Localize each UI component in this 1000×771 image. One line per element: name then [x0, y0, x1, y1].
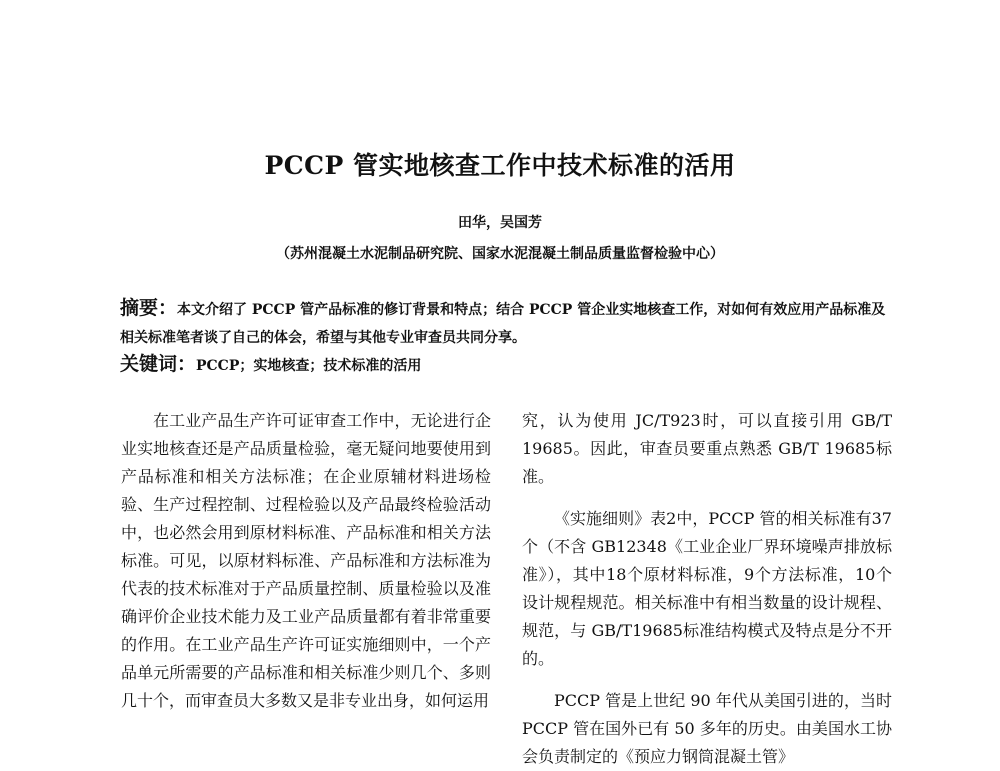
body-paragraph: 究，认为使用 JC/T923时，可以直接引用 GB/T 19685。因此，审查员要重点熟悉 GB/T 19685标准。	[522, 411, 892, 486]
body-paragraph: 在工业产品生产许可证审查工作中，无论进行企业实地核查还是产品质量检验，毫无疑问地要使用到产品标准和相关方法标准；在企业原辅材料进场检验、生产过程控制、过程检验以及产品最终检验活动中，也必然会用到原材料标准、产品标准和相关方法标准。可见，以原材料标准、产品标准和方法标准为代表的技术标准对于产品质量控制、质量检验以及准确评价企业技术能力及工业产品质量都有着非常重要的作用。在工业产品生产许可证实施细则中，一个产品单元所需要的产品标准和相关标准少则几个、多则几十个，而审查员大多数又是非专业出身，如何运用	[121, 411, 491, 710]
abstract-label: 摘要：	[120, 297, 178, 319]
body-left-column	[121, 407, 491, 715]
keywords	[120, 350, 890, 380]
body-paragraph: 《实施细则》表2中，PCCP 管的相关标准有37个（不含 GB12348《工业企业厂界环境噪声排放标准》），其中18个原材料标准，9个方法标准，10个设计规程规范。相关标准中有相当数量的设计规程、规范，与 GB/T19685标准结构模式及特点是分不开的。	[522, 509, 892, 668]
authors: 田华，吴国芳	[458, 215, 542, 231]
abstract-text: 本文介绍了 PCCP 管产品标准的修订背景和特点；结合 PCCP 管企业实地核查工作，对如何有效应用产品标准及相关标准笔者谈了自己的体会，希望与其他专业审查员共同分享。	[120, 302, 886, 346]
keywords-label: 关键词：	[120, 353, 197, 375]
affiliation: （苏州混凝土水泥制品研究院、国家水泥混凝土制品质量监督检验中心）	[276, 246, 724, 262]
keywords-text: PCCP；实地核查；技术标准的活用	[196, 358, 422, 374]
body-paragraph: PCCP 管是上世纪 90 年代从美国引进的，当时 PCCP 管在国外已有 50 多年的历史。由美国水工协会负责制定的《预应力钢筒混凝土管》	[522, 691, 892, 766]
abstract	[120, 294, 890, 352]
body-right-column	[522, 407, 892, 771]
paper-title: PCCP 管实地核查工作中技术标准的活用	[264, 151, 736, 180]
